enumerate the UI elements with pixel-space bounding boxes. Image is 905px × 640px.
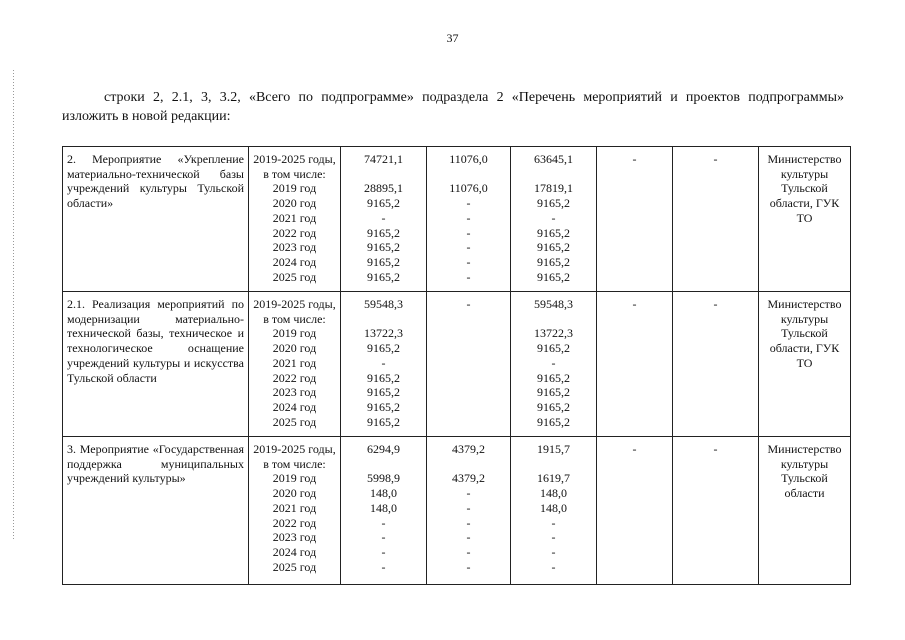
amount-value: 28895,1: [364, 181, 403, 196]
amount-value: [431, 326, 506, 341]
table-row: [63, 292, 851, 437]
amount-value: -: [466, 210, 471, 225]
period-line: 2021 год: [272, 210, 317, 225]
period-line: 2024 год: [272, 544, 317, 559]
amount-value: -: [466, 515, 471, 530]
period-cell: [249, 292, 341, 437]
executor-cell: Министерство культуры Тульской области, ГУК ТО: [759, 292, 851, 437]
page-number: 37: [446, 31, 459, 45]
period-line: 2019 год: [272, 471, 317, 486]
amount-value: 9165,2: [537, 240, 570, 255]
amount-value: 148,0: [540, 500, 567, 515]
period-line: 2023 год: [272, 240, 317, 255]
amount-cell-col-b: [427, 437, 511, 585]
activity-name: 2. Мероприятие «Укрепление материально-технической базы учреждений культуры Тульской области»: [63, 147, 249, 292]
amount-value: -: [381, 544, 386, 559]
amount-value: [345, 167, 422, 182]
amount-value: -: [381, 559, 386, 574]
amount-value: 17819,1: [534, 181, 573, 196]
amount-value: 11076,0: [449, 181, 488, 196]
period-line: 2022 год: [272, 515, 317, 530]
amount-value: -: [381, 515, 386, 530]
amount-value: 9165,2: [367, 225, 400, 240]
period-line: 2024 год: [272, 399, 317, 414]
amount-value: [431, 167, 506, 182]
activity-name: 2.1. Реализация мероприятий по модернизации материально-технической базы, техническое и технологическое оснащение учреждений культуры и искусства Тульской области: [63, 292, 249, 437]
period-line: 2022 год: [272, 225, 317, 240]
amount-cell-col-c: [511, 292, 597, 437]
amount-value: -: [551, 210, 556, 225]
period-line: 2023 год: [272, 530, 317, 545]
amount-value: 9165,2: [537, 341, 570, 356]
amount-cell-col-a: [341, 292, 427, 437]
amount-value: [345, 312, 422, 327]
amount-value: [515, 457, 592, 472]
amount-value: -: [466, 559, 471, 574]
period-line: 2020 год: [272, 486, 317, 501]
amount-value: 9165,2: [367, 399, 400, 414]
amount-value: 13722,3: [534, 326, 573, 341]
period-line: 2019-2025 годы,: [253, 442, 336, 456]
period-line: 2019-2025 годы,: [253, 152, 336, 166]
amount-value: -: [466, 269, 471, 284]
amount-value: 9165,2: [537, 196, 570, 211]
period-line: 2022 год: [272, 370, 317, 385]
amount-value: 4379,2: [452, 442, 485, 456]
period-cell: [249, 437, 341, 585]
amount-value: 9165,2: [537, 225, 570, 240]
amount-value: [431, 341, 506, 356]
amount-value: 9165,2: [367, 341, 400, 356]
amount-cell-col-a: [341, 437, 427, 585]
amount-cell-col-e: -: [673, 147, 759, 292]
period-line: 2020 год: [272, 341, 317, 356]
amount-value: 148,0: [540, 486, 567, 501]
period-line: в том числе:: [263, 166, 326, 181]
amount-value: 11076,0: [449, 152, 488, 166]
amount-value: -: [466, 196, 471, 211]
amount-value: [431, 312, 506, 327]
amount-value: 148,0: [370, 486, 397, 501]
amount-value: -: [551, 530, 556, 545]
amount-value: -: [551, 559, 556, 574]
amount-value: -: [466, 297, 471, 311]
activity-name: 3. Мероприятие «Государственная поддержка муниципальных учреждений культуры»: [63, 437, 249, 585]
amount-value: [431, 385, 506, 400]
amount-cell-col-e: -: [673, 292, 759, 437]
amount-value: 1619,7: [537, 471, 570, 486]
amount-value: 4379,2: [452, 471, 485, 486]
amount-value: 74721,1: [364, 152, 403, 166]
amount-value: [431, 356, 506, 371]
table-row: [63, 437, 851, 585]
amount-value: [515, 167, 592, 182]
period-line: 2024 год: [272, 254, 317, 269]
period-line: 2019 год: [272, 181, 317, 196]
amount-value: 9165,2: [367, 370, 400, 385]
amount-value: -: [551, 355, 556, 370]
amount-value: 9165,2: [367, 385, 400, 400]
period-line: 2021 год: [272, 355, 317, 370]
amount-cell-col-b: [427, 292, 511, 437]
amount-cell-col-e: -: [673, 437, 759, 585]
period-line: 2025 год: [272, 414, 317, 429]
amount-value: 13722,3: [364, 326, 403, 341]
intro-paragraph: [62, 88, 844, 126]
period-line: 2019 год: [272, 326, 317, 341]
period-line: в том числе:: [263, 456, 326, 471]
amount-value: [515, 312, 592, 327]
amount-value: [431, 457, 506, 472]
amount-value: 9165,2: [367, 269, 400, 284]
amount-cell-col-b: [427, 147, 511, 292]
intro-line-1: строки 2, 2.1, 3, 3.2, «Всего по подпрограмме» подраздела 2 «Перечень мероприятий и проектов подпрограммы»: [104, 90, 844, 105]
amount-value: -: [551, 515, 556, 530]
amount-value: 5998,9: [367, 471, 400, 486]
amount-cell-col-c: [511, 147, 597, 292]
amount-cell-col-d: -: [597, 437, 673, 585]
amount-value: -: [466, 486, 471, 501]
amount-value: 9165,2: [537, 414, 570, 429]
period-line: 2025 год: [272, 269, 317, 284]
amount-value: -: [466, 500, 471, 515]
amount-value: 6294,9: [367, 442, 400, 456]
amount-cell-col-d: -: [597, 292, 673, 437]
period-line: 2020 год: [272, 196, 317, 211]
amount-value: -: [466, 225, 471, 240]
intro-line-2: изложить в новой редакции:: [62, 109, 231, 124]
period-line: в том числе:: [263, 311, 326, 326]
amount-value: -: [466, 254, 471, 269]
amount-value: [345, 457, 422, 472]
amount-value: 1915,7: [537, 442, 570, 456]
period-line: 2023 год: [272, 385, 317, 400]
amount-value: 63645,1: [534, 152, 573, 166]
amount-cell-col-a: [341, 147, 427, 292]
amount-value: -: [466, 240, 471, 255]
amount-value: 9165,2: [537, 370, 570, 385]
table-row: [63, 147, 851, 292]
executor-cell: Министерство культуры Тульской области: [759, 437, 851, 585]
amount-cell-col-c: [511, 437, 597, 585]
period-line: 2019-2025 годы,: [253, 297, 336, 311]
amount-value: -: [381, 530, 386, 545]
amount-value: 148,0: [370, 500, 397, 515]
amount-cell-col-d: -: [597, 147, 673, 292]
period-line: 2021 год: [272, 500, 317, 515]
activities-table: [62, 146, 851, 585]
amount-value: 9165,2: [537, 254, 570, 269]
amount-value: 9165,2: [537, 269, 570, 284]
period-cell: [249, 147, 341, 292]
amount-value: 9165,2: [367, 414, 400, 429]
amount-value: 9165,2: [367, 240, 400, 255]
amount-value: [431, 400, 506, 415]
amount-value: 9165,2: [367, 254, 400, 269]
amount-value: -: [381, 355, 386, 370]
executor-cell: Министерство культуры Тульской области, ГУК ТО: [759, 147, 851, 292]
period-line: 2025 год: [272, 559, 317, 574]
binding-margin-line: [13, 70, 14, 540]
amount-value: 9165,2: [537, 399, 570, 414]
amount-value: -: [466, 544, 471, 559]
amount-value: -: [466, 530, 471, 545]
amount-value: -: [551, 544, 556, 559]
amount-value: 59548,3: [364, 297, 403, 311]
amount-value: [431, 371, 506, 386]
amount-value: 59548,3: [534, 297, 573, 311]
amount-value: 9165,2: [537, 385, 570, 400]
amount-value: 9165,2: [367, 196, 400, 211]
amount-value: [431, 415, 506, 430]
amount-value: -: [381, 210, 386, 225]
